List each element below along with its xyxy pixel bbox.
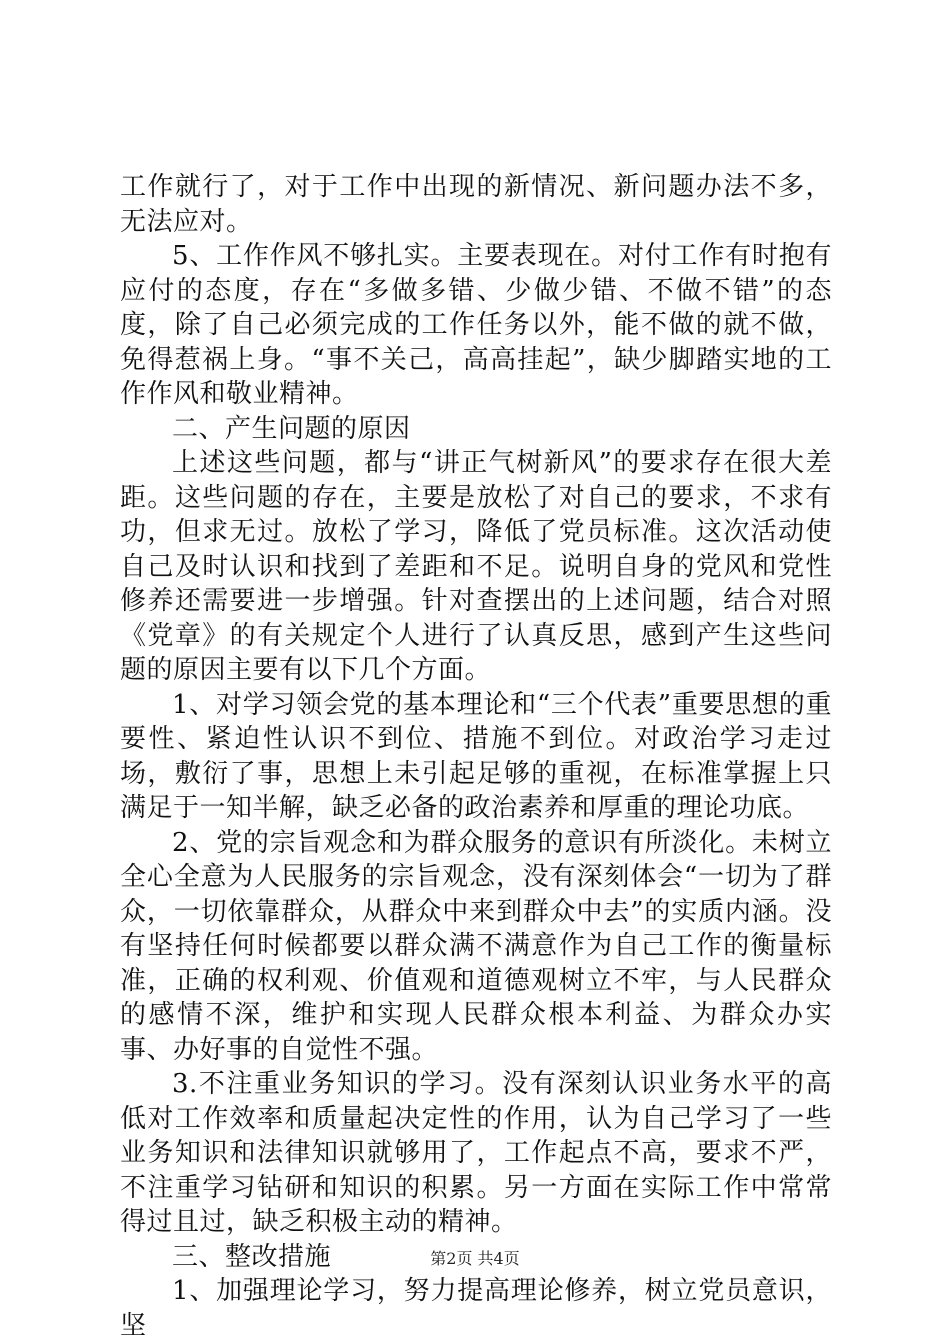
page-number-label: 第2页 共4页 xyxy=(430,1249,520,1268)
paragraph-cause-1: 1、对学习领会党的基本理论和“三个代表”重要思想的重要性、紧迫性认识不到位、措施不到位。对政治学习走过场，敷衍了事，思想上未引起足够的重视，在标准掌握上只满足于一知半解，缺乏必备的政治素养和厚重的理论功底。 xyxy=(120,689,832,823)
paragraph-continuation: 工作就行了，对于工作中出现的新情况、新问题办法不多，无法应对。 xyxy=(120,172,832,237)
document-body xyxy=(120,170,832,1343)
paragraph-item-5: 5、工作作风不够扎实。主要表现在。对付工作有时抱有应付的态度，存在“多做多错、少做少错、不做不错”的态度，除了自己必须完成的工作任务以外，能不做的就不做，免得惹祸上身。“事不关己，高高挂起”，缺少脚踏实地的工作作风和敬业精神。 xyxy=(120,241,832,409)
paragraph-measure-1: 1、加强理论学习，努力提高理论修养，树立党员意识，坚 xyxy=(120,1276,832,1341)
paragraph-causes-intro: 上述这些问题，都与“讲正气树新风”的要求存在很大差距。这些问题的存在，主要是放松了对自己的要求，不求有功，但求无过。放松了学习，降低了党员标准。这次活动使自己及时认识和找到了差距和不足。说明自身的党风和党性修养还需要进一步增强。针对查摆出的上述问题，结合对照《党章》的有关规定个人进行了认真反思，感到产生这些问题的原因主要有以下几个方面。 xyxy=(120,448,832,685)
page-footer xyxy=(0,1246,950,1269)
section-heading-measures: 三、整改措施 xyxy=(172,1241,332,1272)
section-heading-causes: 二、产生问题的原因 xyxy=(172,413,411,444)
paragraph-cause-3: 3.不注重业务知识的学习。没有深刻认识业务水平的高低对工作效率和质量起决定性的作用，认为自己学习了一些业务知识和法律知识就够用了，工作起点不高，要求不严，不注重学习钻研和知识的积累。另一方面在实际工作中常常得过且过，缺乏积极主动的精神。 xyxy=(120,1069,832,1237)
paragraph-cause-2: 2、党的宗旨观念和为群众服务的意识有所淡化。未树立全心全意为人民服务的宗旨观念，没有深刻体会“一切为了群众，一切依靠群众，从群众中来到群众中去”的实质内涵。没有坚持任何时候都要以群众满不满意作为自己工作的衡量标准，正确的权利观、价值观和道德观树立不牢，与人民群众的感情不深，维护和实现人民群众根本利益、为群众办实事、办好事的自觉性不强。 xyxy=(120,827,832,1065)
